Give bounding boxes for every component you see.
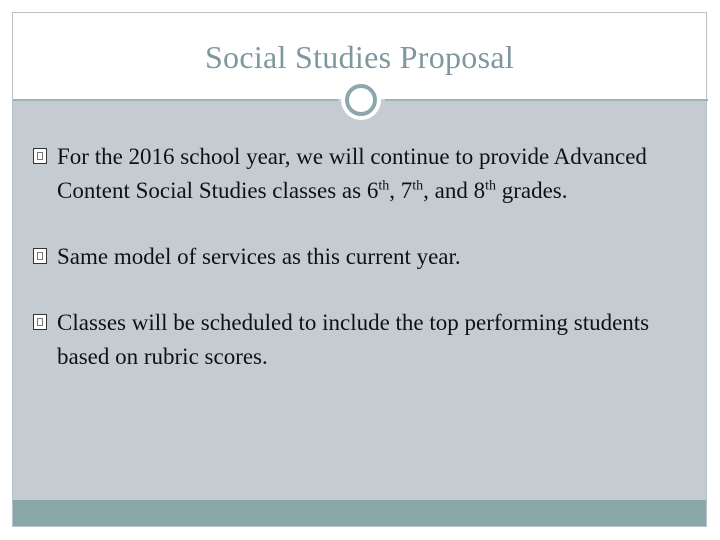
bullet-1-text-part-3: , and 8: [423, 178, 486, 203]
bullet-1-superscript-1: th: [378, 178, 390, 194]
slide-frame: [12, 12, 707, 527]
divider-ring-icon: [345, 84, 377, 116]
bullet-item-3: [33, 306, 693, 374]
bullet-1-text-part-4: grades.: [495, 178, 568, 203]
bullet-box-icon: [33, 248, 47, 264]
bullet-1-text-part-2: , 7: [389, 178, 413, 203]
bullet-1-superscript-3: th: [485, 178, 496, 194]
title-divider-left: [13, 99, 338, 101]
bullet-2-text: Same model of services as this current year.: [57, 244, 461, 269]
bullet-item-2: [33, 240, 693, 274]
bullet-1-superscript-2: th: [412, 178, 424, 194]
footer-accent-bar: [13, 500, 706, 526]
slide-title: Social Studies Proposal: [204, 39, 515, 75]
bullet-list: [33, 140, 693, 406]
bullet-1-text-part-1: For the 2016 school year, we will continue to provide Advanced Content Social Studies classes as 6: [57, 144, 647, 203]
bullet-item-1: [33, 140, 693, 208]
bullet-box-icon: [33, 314, 47, 330]
bullet-box-icon: [33, 148, 47, 164]
bullet-3-text: Classes will be scheduled to include the top performing students based on rubric scores.: [57, 310, 650, 369]
title-divider-right: [385, 99, 708, 101]
